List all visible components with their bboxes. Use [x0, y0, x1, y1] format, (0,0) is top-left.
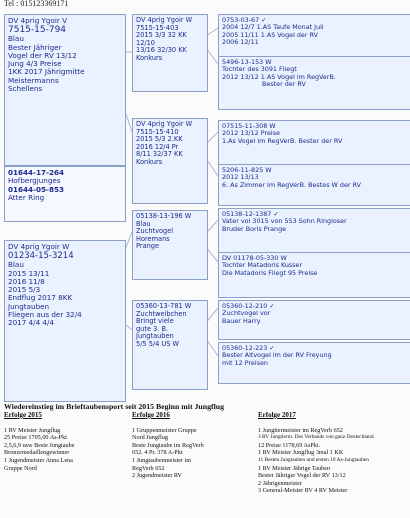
- box-line: 05360-13-781 W: [136, 302, 192, 310]
- pigeon-box-b1: [218, 252, 410, 298]
- results-item: 25 Preise 1705,00 As-Pkt: [4, 434, 67, 442]
- box-line: 1KK 2017 Jährigmitte: [8, 67, 85, 77]
- results-2017: [258, 412, 408, 495]
- box-line: 01644-17-264: [8, 168, 64, 177]
- results-2015: [4, 412, 130, 472]
- pigeon-box-b3: [218, 342, 410, 384]
- box-line: Jung 4/3 Preise: [8, 59, 62, 69]
- results-item: 3 General-Meister RV 4 RV Meister: [258, 487, 348, 495]
- results-item: 1 RV Meister Jährige Tauben: [258, 464, 331, 472]
- box-line: Vater vol 3015 von 553 Sohn Ringloser: [222, 217, 347, 226]
- results-item: RegVerb 652: [132, 464, 165, 472]
- box-line: Bruder Boris Prange: [222, 224, 287, 233]
- box-line: Blau: [8, 34, 24, 44]
- results-item: 3 RV Jungtierm. Des Verbands von ganz Deutschland: [258, 434, 374, 441]
- results-item: 12 Preise 1178,69 AsPkt.: [258, 441, 321, 449]
- box-line: 05138-13-196 W: [136, 212, 192, 220]
- box-line: 2015 5/3 2.KK: [136, 135, 183, 144]
- results-item: 1 Jungtiermeister im RegVerb 652: [258, 426, 343, 434]
- box-line: DV 4prig Ygoir W: [136, 120, 193, 128]
- box-line: Horemans: [136, 234, 170, 243]
- box-line: Bauer Harry: [222, 316, 261, 325]
- box-line: Bringt viele: [136, 317, 174, 326]
- pigeon-box-b4: [132, 300, 208, 390]
- box-line: Jungtauben: [136, 332, 174, 341]
- box-line: 01234-15-3214: [8, 251, 74, 262]
- results-item: 1 Jugendmeister Anna Lena: [4, 456, 73, 464]
- results-item: 1 RV Meister Jungflug 3mal 1 KK: [258, 449, 344, 457]
- results-2015-heading: Erfolge 2015: [4, 411, 42, 419]
- box-line: 05360-12-223 ✓: [222, 344, 275, 352]
- box-line: 2006 12/11: [222, 38, 259, 47]
- pigeon-box-m2: [218, 208, 410, 254]
- box-line: 7515-15-410: [136, 127, 179, 136]
- pigeon-box-b0: [4, 240, 126, 402]
- results-item: Gruppe Nord: [4, 464, 37, 472]
- pigeon-box-mid3: [218, 164, 410, 206]
- box-line: 05360-12-210 ✓: [222, 302, 275, 310]
- box-line: DV 4prig Ygoir W: [8, 242, 70, 251]
- box-line: 5496-13-153 W: [222, 58, 272, 66]
- pigeon-box-top2: [218, 14, 410, 58]
- results-item: 652. 4 Pr. 378 A-Pkt: [132, 449, 183, 457]
- box-line: Zuchtvogel vor: [222, 309, 271, 318]
- results-item: 11 Besten Jungtauben und ersten 10 As-Jungtauben: [258, 456, 369, 463]
- pigeon-box-lab: [4, 166, 126, 222]
- box-line: Meistermanns: [8, 75, 59, 85]
- box-line: 5/5 5/4 US W: [136, 339, 180, 348]
- box-line: Konkurs: [136, 157, 163, 166]
- box-line: 2016 12/4 Pr: [136, 142, 179, 151]
- results-item: 2 Jährigenmeister: [258, 479, 302, 487]
- phone-number: Tel : 015123369171: [4, 0, 69, 8]
- box-line: Jungtauben: [8, 301, 50, 311]
- box-line: 2015 3/3 32 KK: [136, 31, 187, 40]
- box-line: Fliegen aus der 32/4: [8, 310, 82, 320]
- box-line: Konkurs: [136, 53, 163, 62]
- box-line: 6. As Zimmer im RegVerB. Bestes W der RV: [222, 180, 362, 189]
- results-item: Beste Jungtaube im RegVerb: [132, 441, 204, 449]
- box-line: mit 12 Preisen: [222, 358, 268, 367]
- results-item: 1 Jungtaubenmeister im: [132, 456, 192, 464]
- box-line: 01644-05-853: [8, 184, 64, 194]
- box-line: 8/11 32/37 KK: [136, 150, 183, 159]
- box-line: 12/10: [136, 38, 156, 47]
- box-line: Bester Jähriger: [8, 42, 62, 52]
- box-line: 7515-15-403: [136, 23, 179, 32]
- results-item: 2 Jugendmeister RV: [132, 472, 183, 480]
- box-line: Die Matadoris Fliegt 95 Preise: [222, 268, 318, 277]
- box-line: 2012 13/13: [222, 173, 259, 182]
- results-item: Bronzemedaillengewinner: [4, 449, 70, 457]
- box-line: 2005 11/11 1.AS Vogel der RV: [222, 30, 318, 39]
- pigeon-box-mid2: [218, 120, 410, 166]
- pigeon-box-mid1: [132, 118, 208, 204]
- box-line: 5206-11-825 W: [222, 166, 272, 174]
- box-line: Tochter des 3091 Fliegt: [222, 65, 297, 74]
- box-line: DV 01178-05-330 W: [222, 254, 287, 262]
- box-line: Schellens: [8, 84, 43, 94]
- results-2017-heading: Erfolge 2017: [258, 411, 296, 419]
- box-line: 2012 13/12 Preise: [222, 129, 280, 138]
- results-2016: [132, 412, 256, 480]
- box-line: Hofbergjunges: [8, 176, 61, 186]
- pigeon-box-b2: [218, 300, 410, 340]
- box-line: 0753-03-67 ✓: [222, 16, 267, 24]
- box-line: 2016 11/8: [8, 276, 45, 286]
- pigeon-box-top3: [218, 56, 410, 110]
- box-line: Zuchtweibchen: [136, 309, 187, 318]
- box-line: 7515-15-794: [8, 25, 67, 36]
- footer-title: Wiedereinstieg im Brieftaubensport seit 2015 Beginn mit Jungflug: [4, 402, 224, 411]
- box-line: 1.As Vogel im RegVerB. Bester der RV: [222, 136, 343, 145]
- box-line: gute 3. B.: [136, 324, 169, 333]
- box-line: 07515-11-308 W: [222, 122, 276, 130]
- box-line: Endflug 2017 8KK: [8, 293, 73, 303]
- box-line: 2015 5/3: [8, 285, 41, 295]
- box-line: Prange: [136, 242, 160, 251]
- box-line: 05138-12-1387 ✓: [222, 210, 279, 218]
- results-item: 2,5,6,9 usw Beste Jungtaube: [4, 441, 75, 449]
- box-line: Zuchtvogel: [136, 227, 174, 236]
- box-line: Bester Altvogel im der RV Freyung: [222, 351, 332, 360]
- box-line: Vogel der RV 13/12: [8, 50, 77, 60]
- box-line: DV 4prig Ygoir V: [8, 16, 68, 25]
- pigeon-box-main: [4, 14, 126, 166]
- results-2016-heading: Erfolge 2016: [132, 411, 170, 419]
- results-item: 1 Gruppenmeister Gruppe: [132, 426, 197, 434]
- box-line: Blau: [8, 260, 24, 270]
- box-line: Atter Ring: [8, 192, 45, 202]
- results-item: Nord Jungflug: [132, 434, 168, 442]
- pigeon-box-top1: [132, 14, 208, 92]
- box-line: 2012 13/12 1.AS Vogel im RegVerB.: [222, 72, 336, 81]
- box-line: 2015 13/11: [8, 268, 50, 278]
- box-line: 2004 12/7 1.AS Taufe Monat Juli: [222, 23, 324, 32]
- box-line: Tochter Matadoris Kusser: [222, 261, 303, 270]
- box-line: 2017 4/4 4/4: [8, 318, 54, 328]
- pigeon-box-m1: [132, 210, 208, 280]
- box-line: Blau: [136, 219, 151, 228]
- results-item: 1 RV Meister Jungflug: [4, 426, 61, 434]
- box-line: Bester der RV: [262, 80, 306, 89]
- results-item: Bester Jähriger Vogel der RV 13/12: [258, 472, 346, 480]
- box-line: 13/16 32/30 KK: [136, 46, 187, 55]
- box-line: DV 4prig Ygoir W: [136, 16, 193, 24]
